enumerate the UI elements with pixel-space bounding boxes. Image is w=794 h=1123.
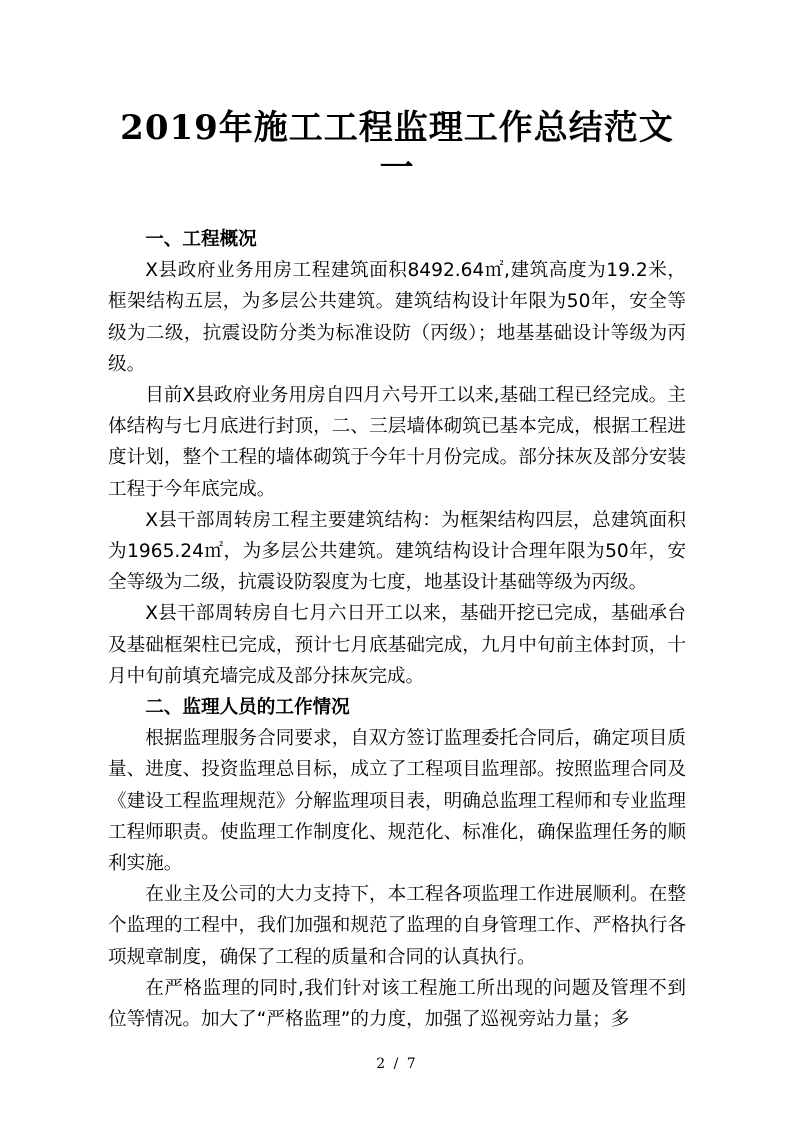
page-number: 2 / 7	[376, 1056, 418, 1072]
paragraph-office-building-progress: 目前X县政府业务用房自四月六号开工以来,基础工程已经完成。主体结构与七月底进行封顶，二、三层墙体砌筑已基本完成，根据工程进度计划，整个工程的墙体砌筑于今年十月份完成。部分抹灰及部分安装工程于今年底完成。	[108, 385, 686, 500]
section-heading-overview: 一、工程概况	[145, 229, 257, 250]
paragraph-staff-housing-progress: X县干部周转房自七月六日开工以来，基础开挖已完成，基础承台及基础框架柱已完成，预计七月底基础完成，九月中旬前主体封顶，十月中旬前填充墙完成及部分抹灰完成。	[108, 603, 686, 687]
section-heading-supervision-staff: 二、监理人员的工作情况	[145, 697, 350, 719]
paragraph-staff-housing-overview: X县干部周转房工程主要建筑结构：为框架结构四层，总建筑面积为1965.24㎡，为多层公共建筑。建筑结构设计合理年限为50年，安全等级为二级，抗震设防裂度为七度，地基设计基础等级为丙级。	[108, 509, 686, 594]
paragraph-strict-supervision: 在严格监理的同时,我们针对该工程施工所出现的问题及管理不到位等情况。加大了“严格监理”的力度，加强了巡视旁站力量；多	[108, 977, 686, 1031]
document-body	[108, 224, 686, 1035]
paragraph-supervision-setup: 根据监理服务合同要求，自双方签订监理委托合同后，确定项目质量、进度、投资监理总目标，成立了工程项目监理部。按照监理合同及《建设工程监理规范》分解监理项目表，明确总监理工程师和专业监理工程师职责。使监理工作制度化、规范化、标准化，确保监理任务的顺利实施。	[108, 728, 686, 875]
document-title: 2019年施工工程监理工作总结范文	[120, 108, 674, 148]
paragraph-supervision-progress: 在业主及公司的大力支持下，本工程各项监理工作进展顺利。在整个监理的工程中，我们加强和规范了监理的自身管理工作、严格执行各项规章制度，确保了工程的质量和合同的认真执行。	[108, 884, 686, 968]
document-title-continued: 一	[379, 148, 415, 188]
paragraph-office-building-overview: X县政府业务用房工程建筑面积8492.64㎡,建筑高度为19.2米，框架结构五层，为多层公共建筑。建筑结构设计年限为50年，安全等级为二级，抗震设防分类为标准设防（丙级）；地基基础设计等级为丙级。	[108, 260, 686, 375]
